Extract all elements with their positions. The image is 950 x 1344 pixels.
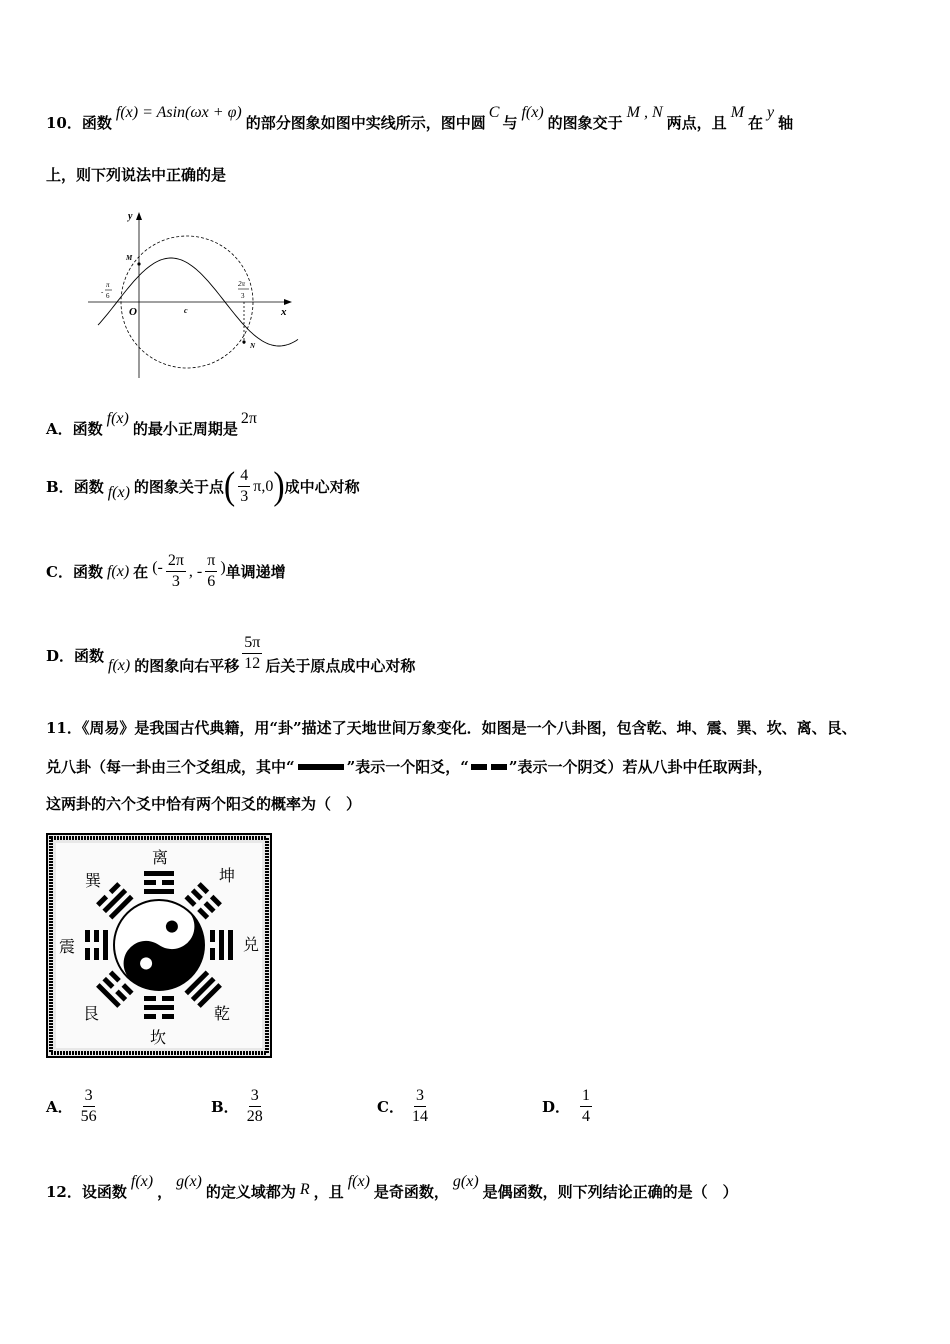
label-qian: 乾 [214,1004,231,1023]
q10-option-a: A． 函数 f(x) 的最小正周期是 2π [46,409,257,438]
q11-line1: 11．《周易》是我国古代典籍，用“卦”描述了天地世间万象变化．如图是一个八卦图，包含乾、坤、震、巽、坎、离、艮、 [46,719,857,737]
q11-option-a: A． $\frac{3}{56}$ [46,1087,97,1125]
yang-line-icon [298,764,344,770]
graph-c-label: c [184,306,188,315]
svg-text:6: 6 [106,292,110,300]
graph-y-label: y [128,211,133,222]
label-zhen: 震 [59,937,76,956]
svg-text:3: 3 [241,292,245,300]
label-gen: 艮 [83,1004,100,1023]
q10-option-c: C． 函数 f(x) 在 (- $\frac{2\pi}{3}$ , - $\frac{\pi}{6}$ ) 单调递增 [46,552,286,590]
q12-line1: 12． 设函数 f(x) ， g(x) 的定义域都为 R ，且 f(x) 是奇函数， g(x) 是偶函数，则下列结论正确的是（ ） [46,1172,738,1201]
q10-formula: f(x) = Asin(ωx + φ) [115,103,242,121]
label-kun: 坤 [219,866,236,885]
q11-option-c: C． $\frac{3}{14}$ [377,1087,428,1125]
svg-text:-: - [101,288,104,296]
q10-line2: 上，则下列说法中正确的是 [46,166,227,184]
svg-text:2π: 2π [238,280,246,288]
q10-option-d: D． 函数 f(x) 的图象向右平移 $\frac{5\pi}{12}$ 后关于原点成中心对称 [46,634,416,675]
q10-sine-graph [88,203,303,381]
yin-line-icon [469,764,509,770]
label-li: 离 [152,848,169,867]
graph-x-label: x [281,306,287,318]
label-xun: 巽 [85,871,102,890]
q11-line2: 兑八卦（每一卦由三个爻组成，其中“ ”表示一个阳爻，“ ”表示一个阴爻）若从八卦中任取两卦， [46,758,773,776]
label-dui: 兑 [243,935,260,954]
q10-number: 10． [46,114,82,132]
graph-n-label: N [250,342,256,350]
q11-line3: 这两卦的六个爻中恰有两个阳爻的概率为（ ） [46,795,362,813]
graph-m-label: M [126,254,133,262]
q11-option-d: D． $\frac{1}{4}$ [542,1087,591,1125]
graph-origin-label: O [129,306,137,318]
q11-option-b: B． $\frac{3}{28}$ [211,1087,263,1125]
q10-option-b: B． 函数 f(x) 的图象关于点 ( $\frac{4}{3}$ π,0 ) 成中心对称 [46,464,360,508]
q10-line1: 10． 函数 f(x) = Asin(ωx + φ) 的部分图象如图中实线所示，图中圆 C 与 f(x) 的图象交于 M , N 两点，且 M 在 y 轴 [46,103,794,132]
label-kan: 坎 [150,1028,167,1047]
bagua-image [46,833,272,1058]
svg-text:π: π [106,281,110,289]
